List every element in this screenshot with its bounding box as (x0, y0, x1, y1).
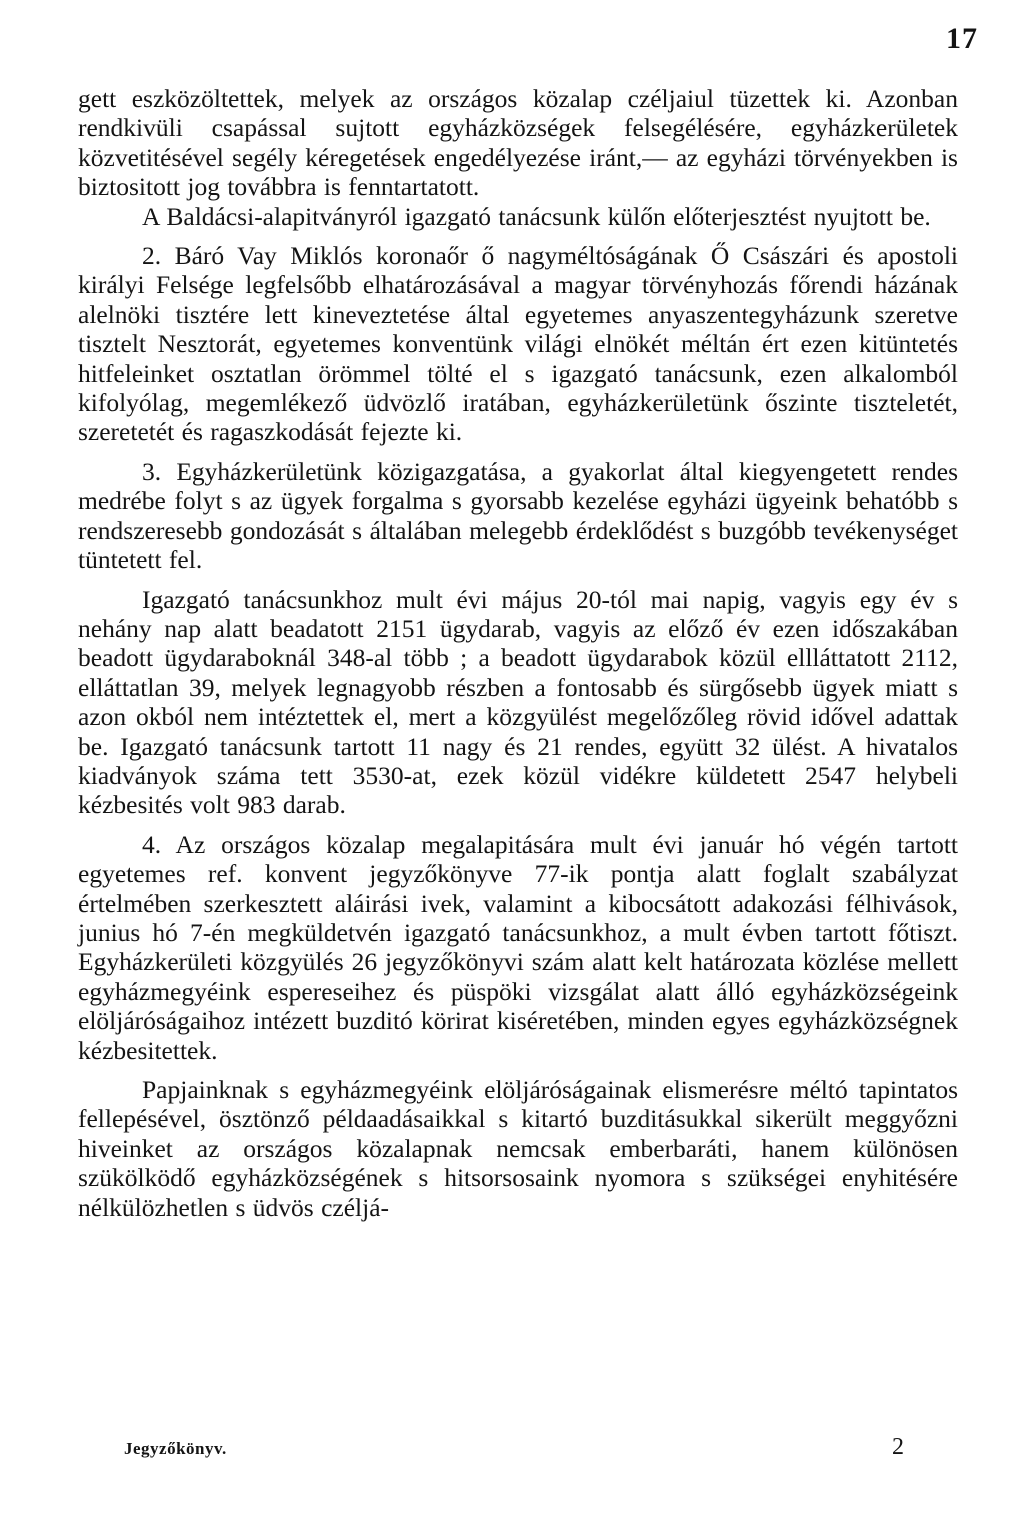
paragraph-statistics: Igazgató tanácsunkhoz mult évi május 20-tól mai napig, vagyis egy év s nehány nap alatt beadatott 2151 ügydarab, vagyis az előző év ezen időszakában beadott ügydaraboknál 348-al több ; a beadott ügydarabok közül ellláttatott 2112, elláttatlan 39, melyek legnagyobb részben a fontosabb és sürgősebb ügyek miatt s azon okból nem intéztettek el, mert a közgyülést megelőzőleg rövid idővel adattak be. Igazgató tanácsunk tartott 11 nagy és 21 rendes, együtt 32 ülést. A hivatalos kiadványok száma tett 3530-at, ezek közül vidékre küldetett 2547 helybeli kézbesités volt 983 darab. (78, 584, 958, 820)
sheet-number: 2 (892, 1434, 904, 1460)
page-number: 17 (946, 22, 978, 55)
body-text (78, 84, 958, 1222)
signature-mark: Jegyzőkönyv. (124, 1439, 227, 1458)
paragraph-section-2: 2. Báró Vay Miklós koronaőr ő nagyméltóságának Ő Császári és apostoli királyi Felsége legfelsőbb elhatározásával a magyar törvényhozás főrendi házának alelnöki tisztére lett kineveztetése által egyetemes anyaszentegyházunk szeretve tisztelt Nesztorát, egyetemes konventünk világi elnökét méltán ért ezen kitüntetés hitfeleinket osztatlan örömmel tölté el s igazgató tanácsunk, ezen alkalomból kifolyólag, megemlékező üdvözlő iratában, egyházkerületünk őszinte tiszteletét, szeretetét és ragaszkodását fejezte ki. (78, 241, 958, 447)
page-footer (124, 1434, 904, 1461)
paragraph-baldacsi: A Baldácsi-alapitványról igazgató tanácsunk külőn előterjesztést nyujtott be. (142, 201, 931, 231)
paragraph-section-4: 4. Az országos közalap megalapitására mult évi január hó végén tartott egyetemes ref. konvent jegyzőkönyve 77-ik pontja alatt foglalt szabályzat értelmében szerkesztett aláirási ivek, valamint a kibocsátott adakozási félhivások, junius hó 7-én megküldetvén igazgató tanácsunkhoz, a mult évben tartott főtiszt. Egyházkerületi közgyülés 26 jegyzőkönyvi szám alatt kelt határozata közlése mellett egyházmegyéink espereseihez és püspöki vizsgálat alatt álló egyházközségeink elöljáróságaihoz intézett buzditó körirat kiséretében, minden egyes egyházközségnek kézbesitettek. (78, 829, 958, 1065)
paragraph-section-3: 3. Egyházkerületünk közigazgatása, a gyakorlat által kiegyengetett rendes medrébe folyt s az ügyek forgalma s gyorsabb kezelése egyházi ügyeink behatóbb s rendszeresebb gondozását s általában melegebb érdeklődést s buzgóbb tevékenységet tüntetett fel. (78, 456, 958, 575)
paragraph-clergy: Papjainknak s egyházmegyéink elöljáróságainak elismerésre méltó tapintatos fellepésével, ösztönző példaadásaikkal s kitartó buzditásukkal sikerült meggyőzni hiveinket az országos közalapnak nemcsak emberbaráti, hanem különösen szükölködő egyházközségének s hitsorsosaink nyomora s szükségei enyhitésére nélkülözhetlen s üdvös czéljá- (78, 1075, 958, 1222)
paragraph-continuation: gett eszközöltettek, melyek az országos közalap czéljaiul tüzettek ki. Azonban rendkivüli csapással sujtott egyházközségek felsegélésére, egyházkerületek közvetitésével segély kéregetések engedélyezése iránt,— az egyházi törvényekben is biztositott jog továbbra is fenntartatott. (78, 84, 958, 202)
